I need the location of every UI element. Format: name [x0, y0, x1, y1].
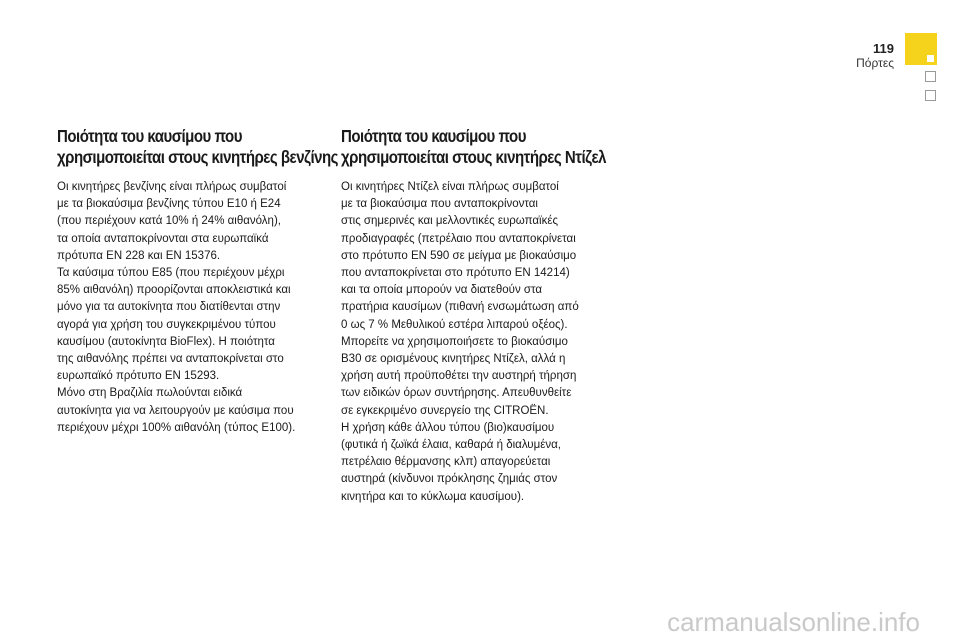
section-title: Πόρτες	[856, 56, 894, 70]
text-line: των ειδικών όρων συντήρησης. Απευθυνθείτε	[341, 387, 572, 400]
text-line: περιέχουν μέχρι 100% αιθανόλη (τύπος E100).	[57, 421, 296, 434]
text-line: που ανταποκρίνεται στο πρότυπο EN 14214)	[341, 267, 570, 280]
diesel-fuel-paragraph	[341, 179, 613, 506]
section-tab-active	[905, 33, 937, 65]
text-line: και τα οποία μπορούν να διατεθούν στα	[341, 284, 543, 297]
heading-line: Ποιότητα του καυσίμου που	[341, 126, 526, 146]
text-line: τα οποία ανταποκρίνονται στα ευρωπαϊκά	[57, 232, 269, 245]
section-tab	[925, 71, 936, 82]
text-line: σε εγκεκριμένο συνεργείο της CITROËN.	[341, 404, 549, 417]
text-line: με τα βιοκαύσιμα βενζίνης τύπου E10 ή E24	[57, 198, 281, 211]
heading-line: χρησιμοποιείται στους κινητήρες Ντίζελ	[341, 147, 607, 167]
text-line: Τα καύσιμα τύπου E85 (που περιέχουν μέχρι	[57, 267, 285, 280]
text-line: αυστηρά (κίνδυνοι πρόκλησης ζημιάς στον	[341, 473, 558, 486]
text-line: Οι κινητήρες Ντίζελ είναι πλήρως συμβατοί	[341, 181, 559, 193]
text-line: Οι κινητήρες βενζίνης είναι πλήρως συμβατοί	[57, 181, 287, 193]
text-line: μόνο για τα αυτοκίνητα που διατίθενται στην	[57, 301, 281, 314]
watermark: carmanualsonline.info	[667, 607, 920, 637]
text-line: (φυτικά ή ζωϊκά έλαια, καθαρά ή διαλυμένα,	[341, 439, 561, 452]
text-line: χρήση αυτή προϋποθέτει την αυστηρή τήρηση	[341, 370, 577, 383]
text-line: Μόνο στη Βραζιλία πωλούνται ειδικά	[57, 387, 243, 400]
text-line: αυτοκίνητα για να λειτουργούν με καύσιμα που	[57, 404, 294, 417]
text-line: με τα βιοκαύσιμα που ανταποκρίνονται	[341, 198, 538, 211]
text-line: (που περιέχουν κατά 10% ή 24% αιθανόλη),	[57, 215, 281, 228]
diesel-fuel-heading	[341, 126, 625, 168]
text-line: 85% αιθανόλη) προορίζονται αποκλειστικά και	[57, 284, 291, 297]
square-bullet-icon	[927, 55, 934, 62]
text-line: Μπορείτε να χρησιμοποιήσετε το βιοκαύσιμο	[341, 335, 568, 348]
text-line: προδιαγραφές (πετρέλαιο που ανταποκρίνεται	[341, 232, 576, 245]
text-line: κινητήρα και το κύκλωμα καυσίμου).	[341, 490, 525, 503]
text-line: B30 σε ορισμένους κινητήρες Ντίζελ, αλλά η	[341, 353, 566, 366]
section-tab	[925, 90, 936, 101]
text-line: αγορά για χρήση του συγκεκριμένου τύπου	[57, 318, 276, 331]
text-line: 0 ως 7 % Μεθυλικού εστέρα λιπαρού οξέος).	[341, 318, 568, 331]
text-line: καυσίμου (αυτοκίνητα BioFlex). Η ποιότητα	[57, 335, 275, 348]
petrol-fuel-heading	[57, 126, 341, 168]
petrol-fuel-paragraph	[57, 179, 329, 437]
page-number: 119	[873, 41, 894, 56]
text-line: της αιθανόλης πρέπει να ανταποκρίνεται στο	[57, 353, 284, 366]
text-line: πρότυπα EN 228 και EN 15376.	[57, 249, 221, 262]
text-line: στο πρότυπο EN 590 σε μείγμα με βιοκαύσιμο	[341, 249, 577, 262]
text-line: πρατήρια καυσίμων (πιθανή ενσωμάτωση από	[341, 301, 579, 314]
text-line: πετρέλαιο θέρμανσης κλπ) απαγορεύεται	[341, 456, 551, 469]
text-line: στις σημερινές και μελλοντικές ευρωπαϊκές	[341, 215, 559, 228]
text-line: ευρωπαϊκό πρότυπο EN 15293.	[57, 370, 220, 383]
petrol-fuel-section	[57, 126, 338, 437]
diesel-fuel-section	[341, 126, 613, 506]
heading-line: Ποιότητα του καυσίμου που	[57, 126, 242, 146]
text-line: Η χρήση κάθε άλλου τύπου (βιο)καυσίμου	[341, 421, 555, 434]
heading-line: χρησιμοποιείται στους κινητήρες βενζίνης	[57, 147, 338, 167]
